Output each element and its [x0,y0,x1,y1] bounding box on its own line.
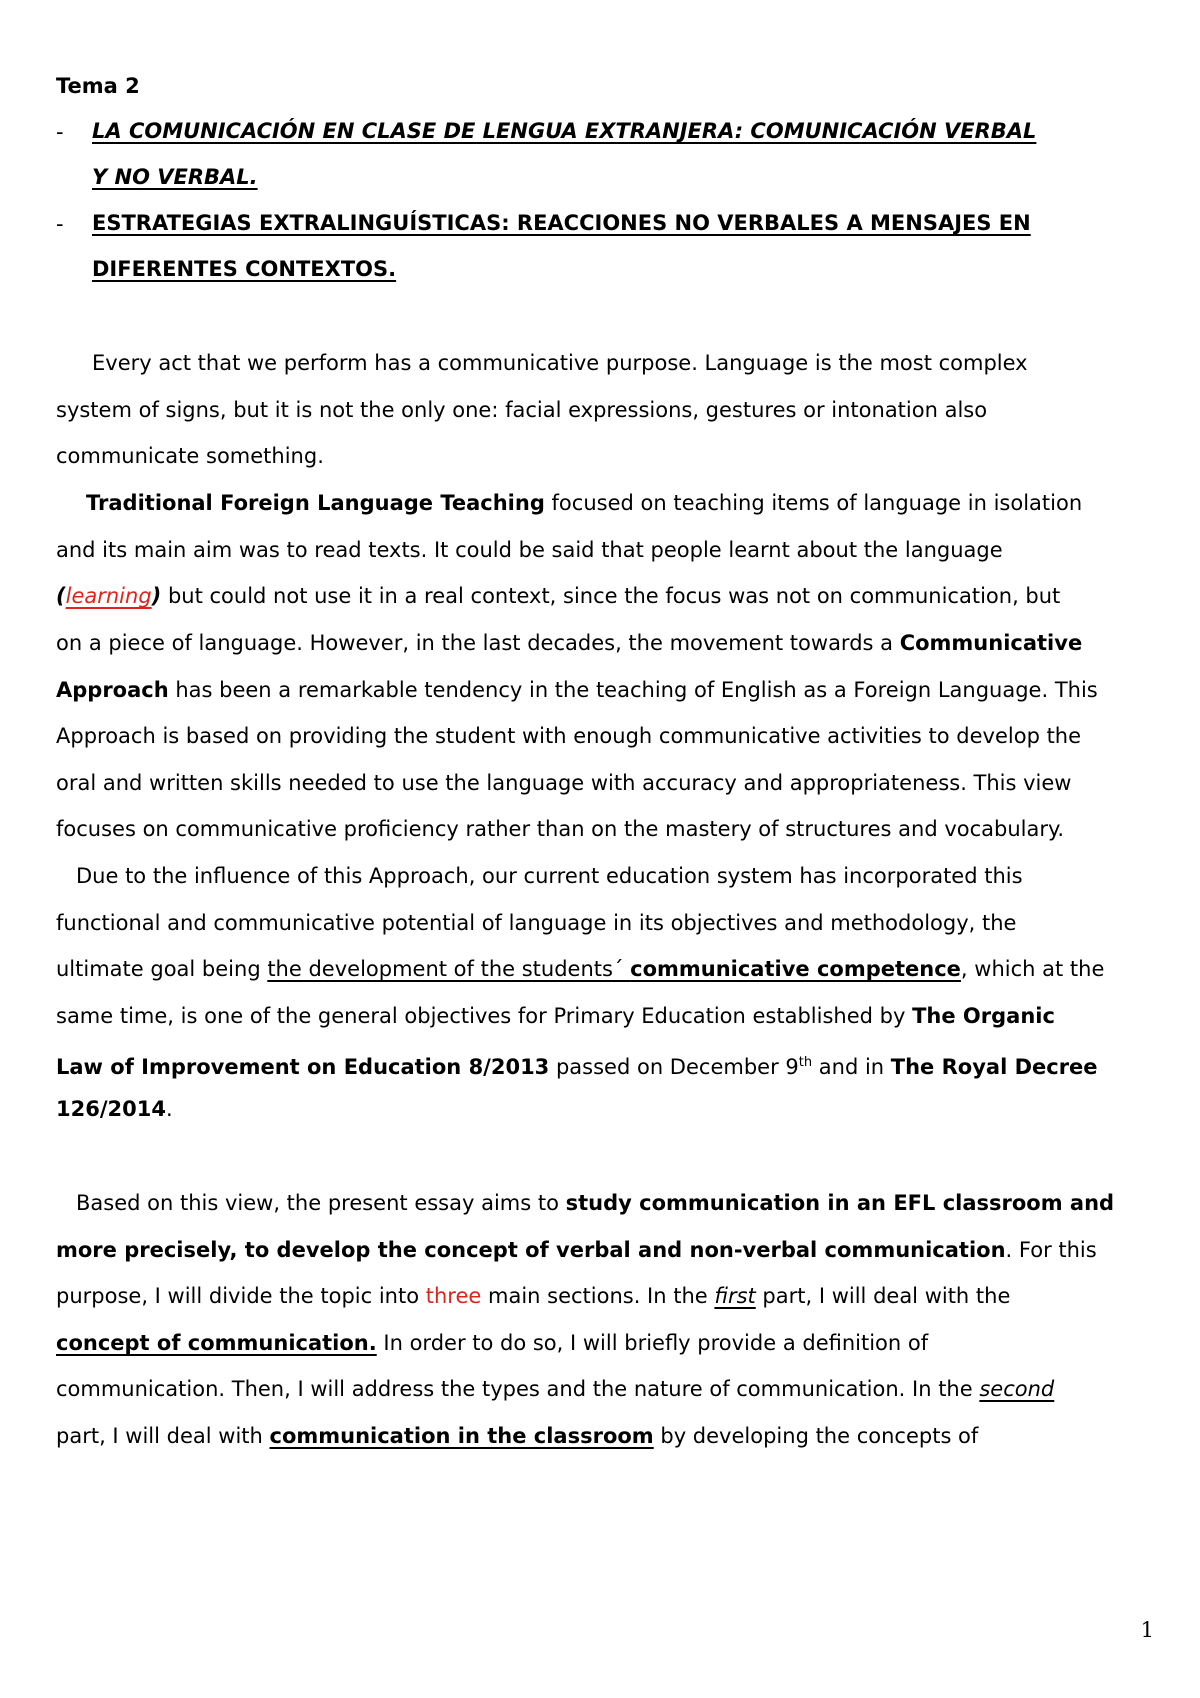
paragraph-line [56,1095,173,1123]
paragraph-line [56,629,1082,657]
paragraph-line [56,1375,1054,1403]
paragraph-line: functional and communicative potential of language in its objectives and methodology, the [56,911,1017,935]
text-run: In order to do so, I will briefly provide a definition of [376,1331,929,1355]
paragraph-line [56,1002,1055,1030]
bold-term: 126/2014 [56,1097,166,1121]
text-run: main sections. In the [481,1284,715,1308]
bold-term: The Royal Decree [890,1055,1098,1079]
underlined-text: the development of the students´ [267,957,631,981]
bold-term: more precisely, to develop the concept of verbal and non-verbal communication [56,1238,1006,1262]
red-term-three: three [425,1284,482,1308]
paragraph-line [56,1236,1097,1264]
paragraph-line [56,1049,1098,1081]
text-run: part, I will deal with [56,1424,270,1448]
heading-2-line-2: DIFERENTES CONTEXTOS. [92,257,397,281]
paragraph-line: Approach is based on providing the student with enough communicative activities to develop the [56,724,1082,748]
bold-term: communicative competence [630,957,961,981]
bold-term: study communication in an EFL classroom and [565,1191,1115,1215]
bold-term: Law of Improvement on Education 8/2013 [56,1055,550,1079]
paragraph-line: communicate something. [56,444,324,468]
topic-number: Tema 2 [56,74,140,98]
superscript: th [798,1055,813,1070]
paragraph-line: system of signs, but it is not the only one: facial expressions, gestures or intonation also [56,398,988,422]
text-run: ultimate goal being [56,957,268,981]
text-run: same time, is one of the general objectives for Primary Education established by [56,1004,913,1028]
paragraph-line [76,1189,1114,1217]
red-term-learning: learning [65,584,152,608]
paragraph-line [56,1422,978,1450]
paragraph-line [86,489,1082,517]
text-run: has been a remarkable tendency in the teaching of English as a Foreign Language. This [168,678,1098,702]
paragraph-line [56,676,1098,704]
text-run: but could not use it in a real context, since the focus was not on communication, but [161,584,1061,608]
heading-dash: - [56,120,64,144]
heading-1-line-1: LA COMUNICACIÓN EN CLASE DE LENGUA EXTRANJERA: COMUNICACIÓN VERBAL [92,119,1037,143]
paren: ) [151,584,162,608]
paragraph-line: and its main aim was to read texts. It could be said that people learnt about the language [56,538,1003,562]
paragraph-line: focuses on communicative proficiency rather than on the mastery of structures and vocabulary. [56,817,1065,841]
bold-term: communication in the classroom [269,1424,654,1448]
bold-term: Communicative [899,631,1083,655]
page-number: 1 [1140,1618,1154,1642]
text-run: Based on this view, the present essay aims to [76,1191,566,1215]
text-run: part, I will deal with the [755,1284,1011,1308]
bold-term: Traditional Foreign Language Teaching [86,491,545,515]
heading-1-line-2: Y NO VERBAL. [92,165,258,189]
text-run: purpose, I will divide the topic into [56,1284,426,1308]
paragraph-line [56,1329,928,1357]
paragraph-line [56,1282,1010,1310]
text-run: , which at the [960,957,1105,981]
italic-term: second [979,1377,1055,1401]
text-run: on a piece of language. However, in the last decades, the movement towards a [56,631,900,655]
text-run: . For this [1005,1238,1097,1262]
text-run: . [165,1097,173,1121]
text-run: communication. Then, I will address the types and the nature of communication. In the [56,1377,980,1401]
heading-dash: - [56,212,64,236]
bold-term: concept of communication. [56,1331,377,1355]
bold-term: Approach [56,678,169,702]
text-run: by developing the concepts of [653,1424,979,1448]
paragraph-line [56,582,1060,610]
italic-term: first [714,1284,756,1308]
paren: ( [56,584,66,608]
heading-2-line-1: ESTRATEGIAS EXTRALINGUÍSTICAS: REACCIONES NO VERBALES A MENSAJES EN [92,211,1031,235]
text-run: passed on December 9 [549,1055,799,1079]
paragraph-line: Every act that we perform has a communicative purpose. Language is the most complex [92,351,1028,375]
paragraph-line: oral and written skills needed to use the language with accuracy and appropriateness. This view [56,771,1072,795]
bold-term: The Organic [912,1004,1055,1028]
paragraph-line [56,955,1104,983]
text-run: focused on teaching items of language in isolation [544,491,1083,515]
text-run: and in [812,1055,891,1079]
paragraph-line: Due to the influence of this Approach, our current education system has incorporated this [76,864,1023,888]
